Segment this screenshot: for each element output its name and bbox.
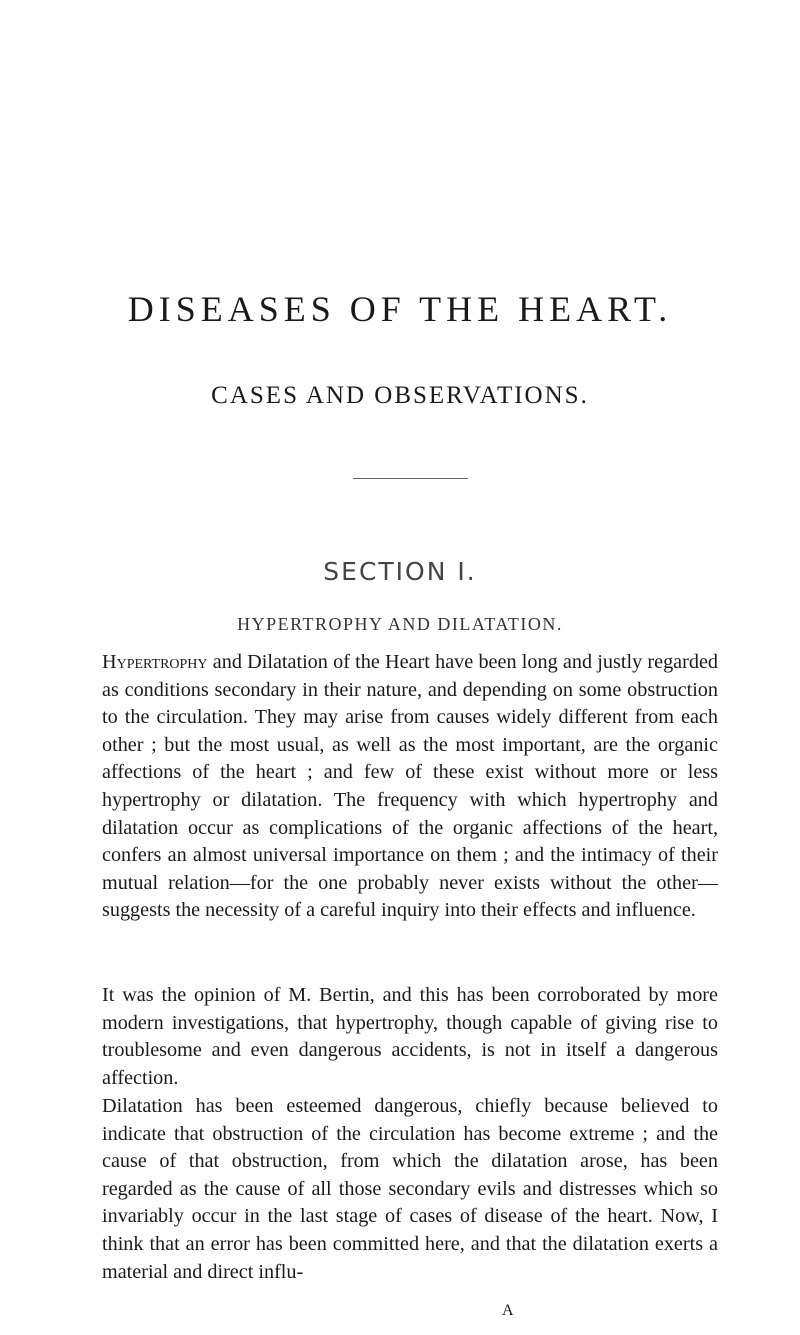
page-title: DISEASES OF THE HEART. [127, 289, 673, 329]
page-subtitle: CASES AND OBSERVATIONS. [211, 382, 589, 409]
paragraph-text: Dilatation has been esteemed dangerous, chiefly because believed to indicate that obstruction of the circulation has become extreme ; and the cause of that obstruction, from which the dilatation arose, has been regarded as the cause of all those secondary evils and distresses which so invariably occur in the last stage of cases of disease of the heart. Now, I think that an error has been committed here, and that the dilatation exerts a material and direct influ- [102, 1095, 718, 1283]
paragraph-3 [102, 1093, 718, 1286]
signature-mark: A [502, 1302, 514, 1319]
paragraph-2 [102, 982, 718, 1092]
paragraph-text: It was the opinion of M. Bertin, and this has been corroborated by more modern investigations, that hypertrophy, though capable of giving rise to troublesome and even dangerous accidents, is not in itself a dangerous affection. [102, 984, 718, 1089]
title-divider [353, 478, 468, 479]
section-heading: SECTION I. [323, 557, 477, 586]
paragraph-1 [102, 649, 718, 925]
paragraph-text: and Dilatation of the Heart have been long and justly regarded as conditions secondary in their nature, and depending on some obstruction to the circulation. They may arise from causes widely different from each other ; but the most usual, as well as the most important, are the organic affections of the heart ; and few of these exist without more or less hypertrophy or dilatation. The frequency with which hypertrophy and dilatation occur as complications of the organic affections of the heart, confers an almost universal importance on them ; and the intimacy of their mutual relation—for the one probably never exists without the other— suggests the necessity of a careful inquiry into their effects and influence. [102, 651, 718, 922]
section-subheading: HYPERTROPHY AND DILATATION. [237, 614, 563, 634]
paragraph-lead-word: Hypertrophy [102, 651, 208, 673]
